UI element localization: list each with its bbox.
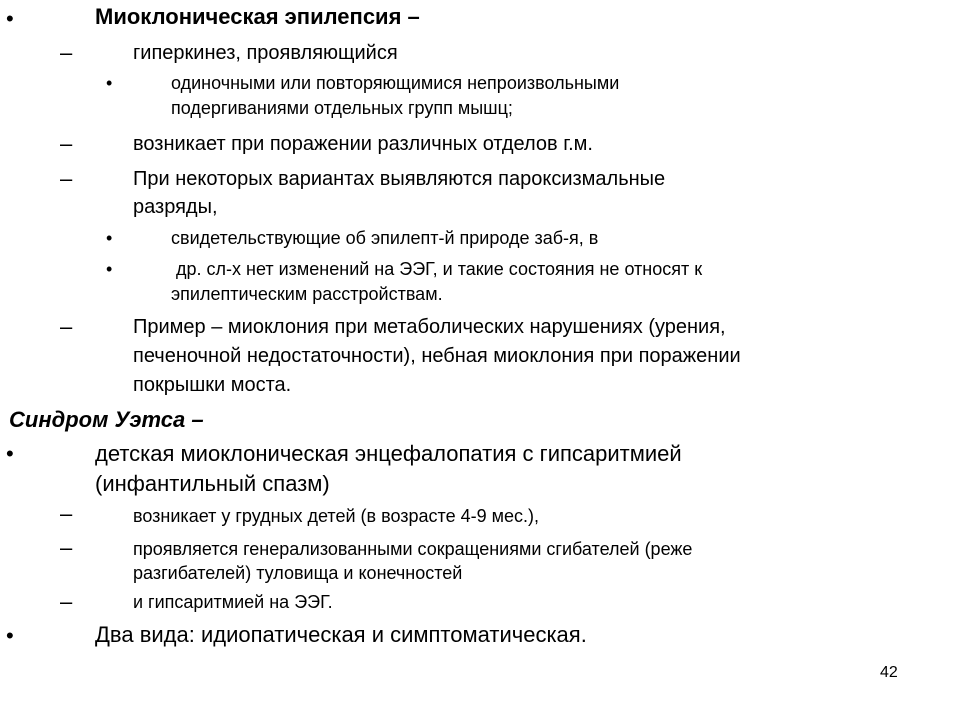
list-item-text: возникает при поражении различных отделов г.м.	[133, 133, 593, 155]
bullet-marker: •	[6, 623, 14, 648]
list-item-text: гиперкинез, проявляющийся	[133, 42, 398, 64]
dash-marker: –	[60, 535, 73, 560]
dash-marker: –	[60, 501, 73, 526]
bullet-marker: •	[6, 6, 14, 31]
bullet-marker: •	[106, 73, 113, 93]
list-item-text: Пример – миоклония при метаболических нарушениях (урения,	[133, 316, 726, 338]
dash-marker: –	[60, 166, 73, 191]
sub-item-text: одиночными или повторяющимися непроизвольными	[171, 73, 620, 93]
bullet-marker: •	[106, 228, 113, 248]
sub-item-text: др. сл-х нет изменений на ЭЭГ, и такие состояния не относят к	[176, 259, 703, 279]
bullet-marker: •	[6, 441, 14, 466]
list-item-text: разряды,	[133, 196, 218, 218]
dash-marker: –	[60, 131, 73, 156]
list-item-text: При некоторых вариантах выявляются пароксизмальные	[133, 168, 666, 190]
list-item-text: покрышки моста.	[133, 374, 292, 396]
sub-item-text: возникает у грудных детей (в возрасте 4-9 мес.),	[133, 506, 539, 526]
list-item-text: Два вида: идиопатическая и симптоматическая.	[95, 622, 587, 647]
sub-item-text: подергиваниями отдельных групп мышц;	[171, 98, 513, 118]
sub-item-text: проявляется генерализованными сокращениями сгибателей (реже	[133, 539, 693, 559]
page-number: 42	[880, 664, 898, 681]
dash-marker: –	[60, 40, 73, 65]
list-item-text: печеночной недостаточности), небная миоклония при поражении	[133, 345, 741, 367]
list-item-text: детская миоклоническая энцефалопатия с гипсаритмией	[95, 441, 682, 466]
section-title-myoclonic-epilepsy: Миоклоническая эпилепсия –	[95, 4, 420, 29]
sub-item-text: эпилептическим расстройствам.	[171, 284, 443, 304]
dash-marker: –	[60, 589, 73, 614]
dash-marker: –	[60, 314, 73, 339]
bullet-marker: •	[106, 259, 113, 279]
section-heading-west-syndrome: Синдром Уэтса –	[9, 407, 204, 432]
sub-item-text: свидетельствующие об эпилепт-й природе заб-я, в	[171, 228, 599, 248]
sub-item-text: разгибателей) туловища и конечностей	[133, 563, 463, 583]
sub-item-text: и гипсаритмией на ЭЭГ.	[133, 592, 333, 612]
list-item-text: (инфантильный спазм)	[95, 471, 330, 496]
